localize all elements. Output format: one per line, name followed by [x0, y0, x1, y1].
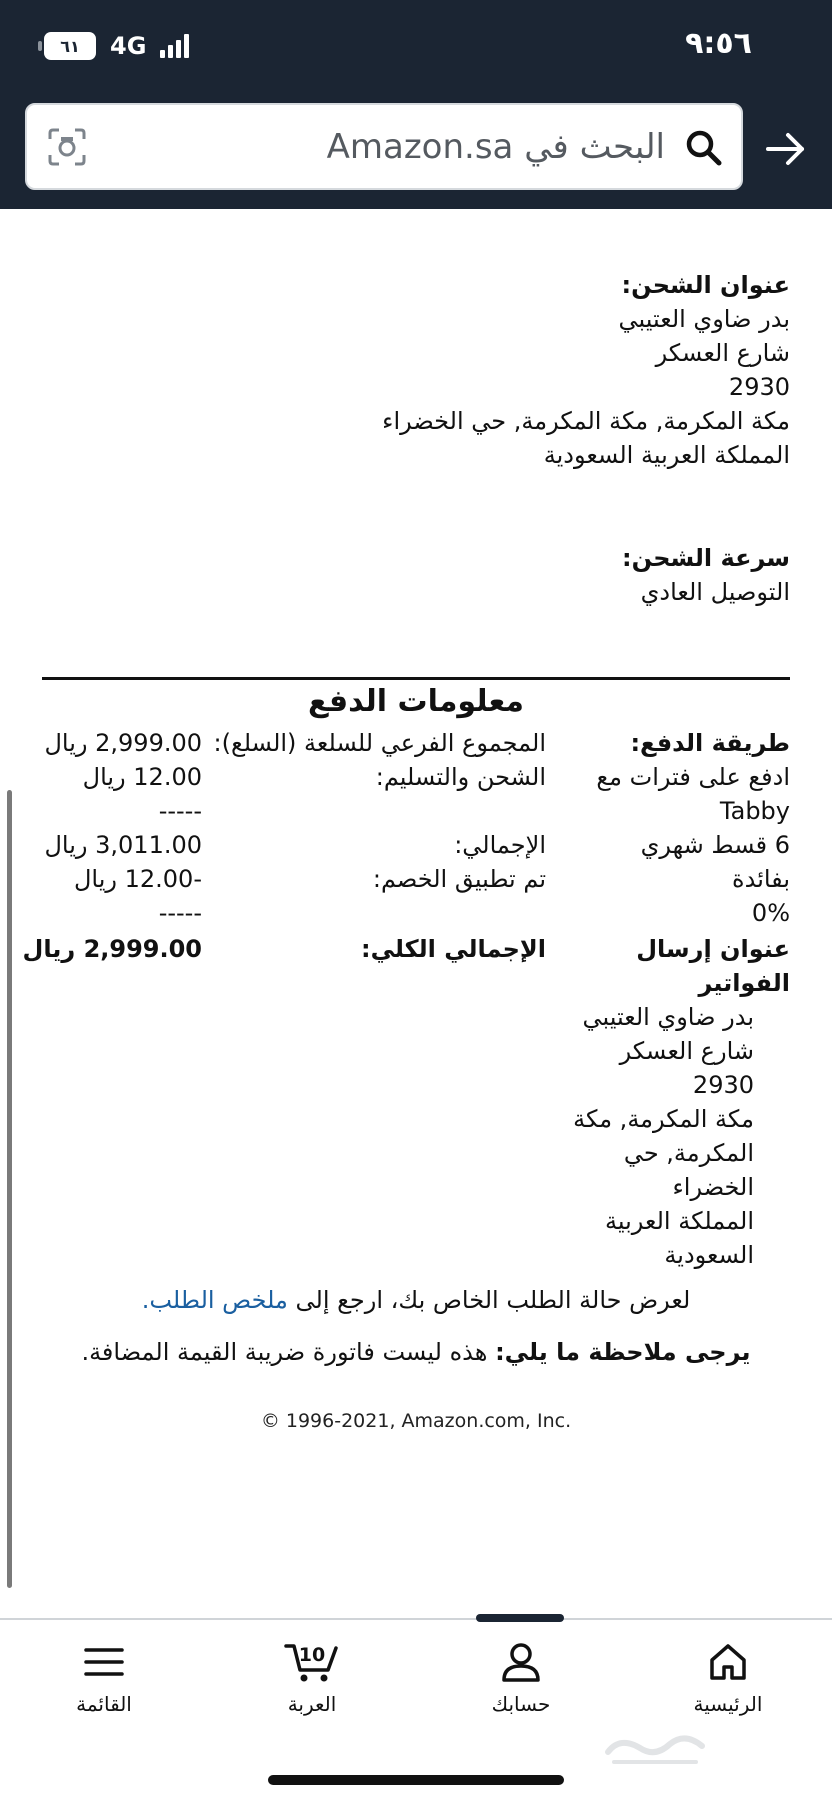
discount-value: -12.00 ريال — [73, 865, 202, 893]
address-line: 2930 — [728, 373, 790, 401]
signal-icon — [160, 34, 189, 58]
payment-method — [590, 726, 790, 930]
total-label: الإجمالي: — [454, 831, 546, 859]
billing-address-heading: عنوان إرسال الفواتير — [636, 935, 790, 997]
shipping-speed-value: التوصيل العادي — [640, 578, 790, 606]
billing-line: المكرمة, حي — [623, 1139, 754, 1167]
home-icon — [706, 1640, 750, 1684]
note-label: يرجى ملاحظة ما يلي: — [495, 1338, 751, 1366]
nav-menu-label: القائمة — [76, 1692, 132, 1716]
payment-method-line: 0% — [751, 899, 790, 927]
billing-line: بدر ضاوي العتيبي — [582, 1003, 754, 1031]
subtotal-label: المجموع الفرعي للسلعة (السلع): — [213, 729, 546, 757]
user-icon — [499, 1640, 543, 1684]
section-divider — [42, 677, 790, 680]
watermark-logo-icon — [600, 1722, 710, 1772]
shipping-address-heading: عنوان الشحن: — [621, 271, 790, 299]
grand-total-value: 2,999.00 ريال — [22, 935, 202, 963]
separator-line: ----- — [158, 899, 202, 927]
grand-total-label: الإجمالي الكلي: — [360, 935, 546, 963]
nav-menu[interactable] — [34, 1640, 174, 1716]
order-status-text — [0, 1286, 832, 1314]
payment-method-line: 6 قسط شهري بفائدة — [640, 831, 790, 893]
address-line: بدر ضاوي العتيبي — [618, 305, 790, 333]
nav-home-label: الرئيسية — [693, 1692, 763, 1716]
order-summary-link[interactable]: ملخص الطلب. — [141, 1286, 288, 1314]
shipping-address — [382, 268, 790, 472]
active-tab-indicator — [476, 1614, 564, 1622]
search-input[interactable]: البحث في Amazon.sa — [326, 127, 665, 167]
address-line: شارع العسكر — [655, 339, 790, 367]
shipping-value: 12.00 ريال — [82, 763, 202, 791]
home-indicator[interactable] — [268, 1775, 564, 1785]
billing-line: السعودية — [664, 1241, 754, 1269]
billing-line: 2930 — [692, 1071, 754, 1099]
payment-method-line: ادفع على فترات مع — [596, 763, 790, 791]
total-value: 3,011.00 ريال — [44, 831, 202, 859]
menu-icon — [82, 1640, 126, 1684]
bottom-nav — [0, 1618, 832, 1800]
nav-account[interactable] — [451, 1640, 591, 1716]
billing-line: شارع العسكر — [619, 1037, 754, 1065]
shipping-speed — [622, 541, 790, 609]
address-line: مكة المكرمة, مكة المكرمة, حي الخضراء — [382, 407, 790, 435]
billing-line: المملكة العربية — [604, 1207, 754, 1235]
top-header — [0, 0, 832, 209]
nav-account-label: حسابك — [491, 1692, 551, 1716]
billing-line: الخضراء — [672, 1173, 754, 1201]
copyright: © 1996-2021, Amazon.com, Inc. — [260, 1410, 572, 1432]
nav-cart[interactable] — [242, 1640, 382, 1716]
arrow-right-icon[interactable] — [764, 127, 808, 171]
discount-label: تم تطبيق الخصم: — [372, 865, 546, 893]
separator-line: ----- — [158, 797, 202, 825]
billing-address — [570, 932, 790, 1272]
network-type: 4G — [110, 32, 147, 60]
search-icon[interactable] — [683, 127, 725, 169]
billing-line: مكة المكرمة, مكة — [573, 1105, 754, 1133]
vat-note — [0, 1338, 832, 1366]
payment-method-line: Tabby — [719, 797, 790, 825]
search-bar[interactable] — [25, 103, 743, 190]
subtotal-value: 2,999.00 ريال — [44, 729, 202, 757]
payment-method-heading: طريقة الدفع: — [630, 729, 790, 757]
address-line: المملكة العربية السعودية — [543, 441, 790, 469]
shipping-label: الشحن والتسليم: — [375, 763, 546, 791]
order-status-sentence: لعرض حالة الطلب الخاص بك، ارجع إلى — [295, 1286, 691, 1314]
shipping-speed-heading: سرعة الشحن: — [622, 544, 790, 572]
status-indicators — [44, 30, 189, 62]
nav-home[interactable] — [658, 1640, 798, 1716]
camera-scan-icon[interactable] — [47, 127, 87, 167]
nav-cart-label: العربة — [287, 1692, 337, 1716]
battery-icon — [44, 32, 96, 60]
cart-count: 10 — [298, 1644, 326, 1666]
note-text: هذه ليست فاتورة ضريبة القيمة المضافة. — [81, 1338, 488, 1366]
status-time: ٩:٥٦ — [685, 26, 752, 61]
battery-level: ٦١ — [60, 36, 80, 56]
payment-info-title: معلومات الدفع — [307, 684, 524, 719]
scrollbar[interactable] — [7, 790, 12, 1588]
